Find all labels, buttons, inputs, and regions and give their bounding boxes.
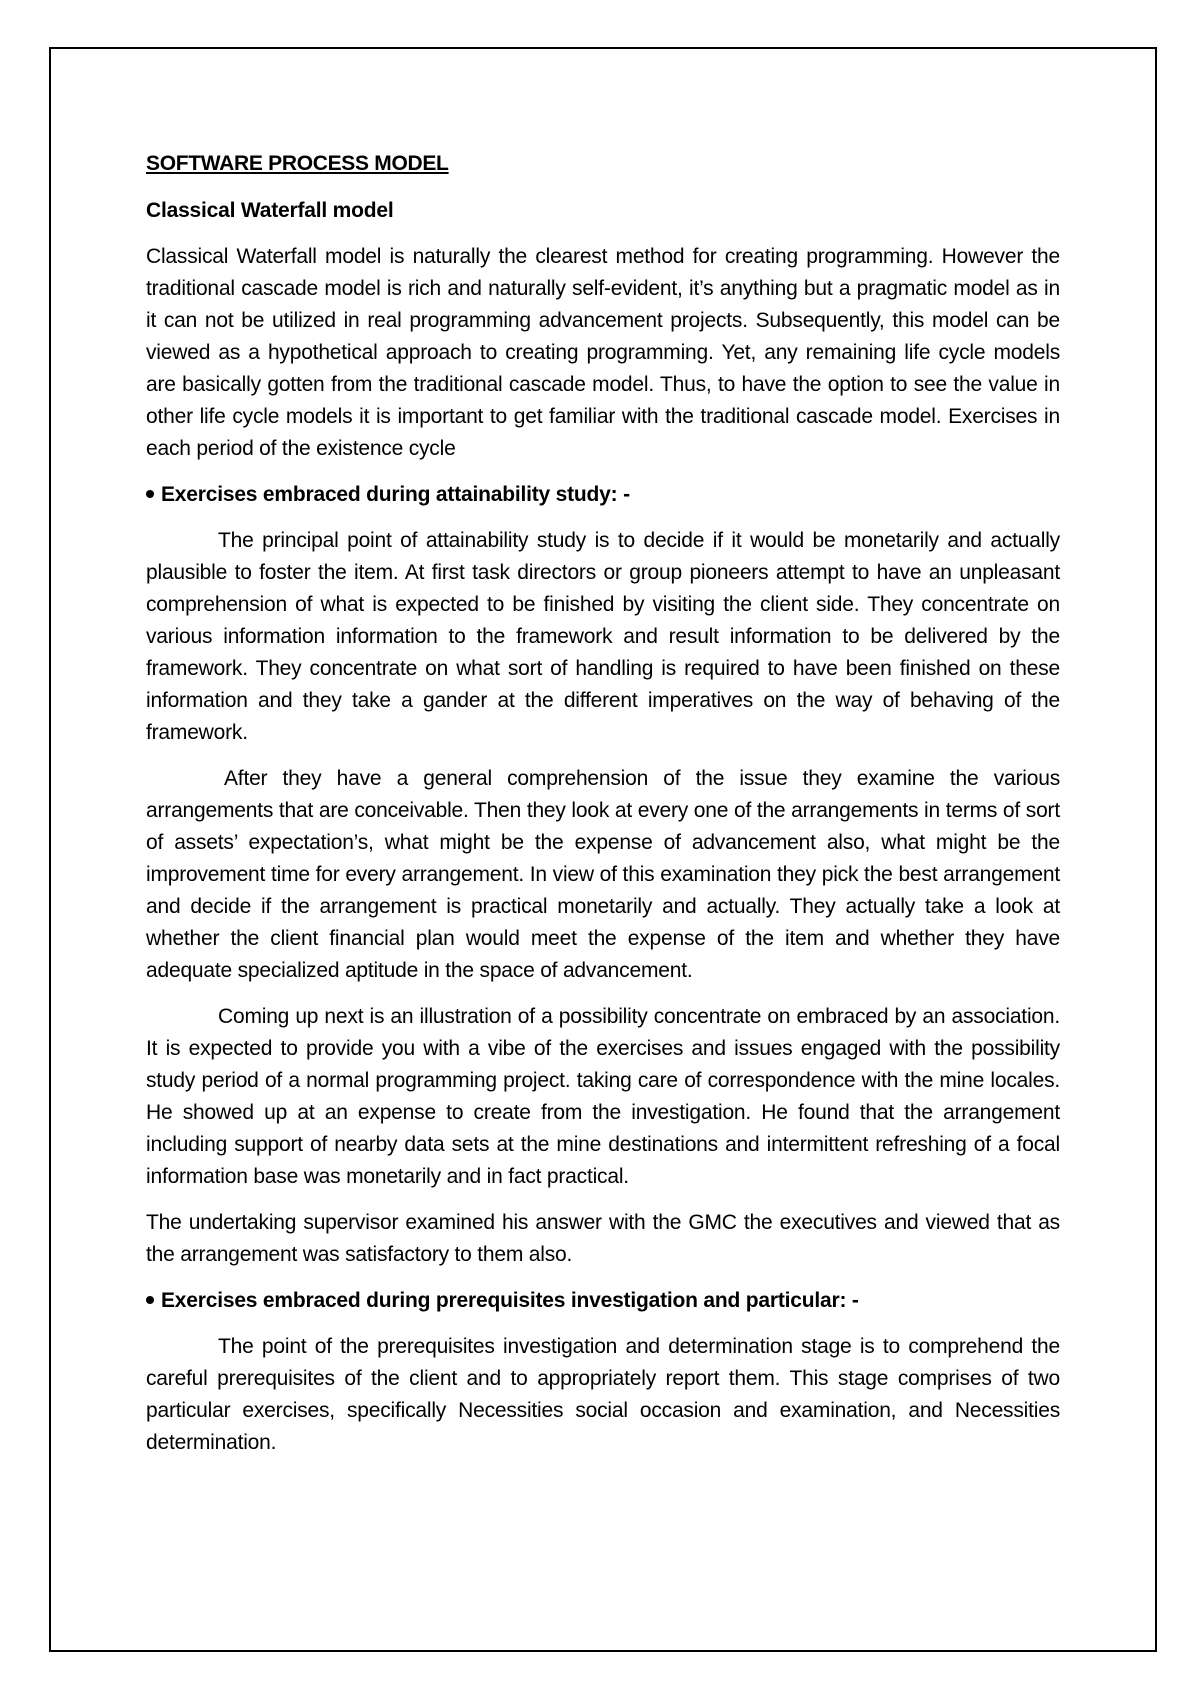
section-heading-text: Exercises embraced during attainability study: - — [161, 483, 630, 506]
section-heading-requirements — [146, 1285, 1060, 1317]
paragraph: Coming up next is an illustration of a possibility concentrate on embraced by an association. It is expected to provide you with a vibe of the exercises and issues engaged with the possibility study period of a normal programming project. taking care of correspondence with the mine locales. He showed up at an expense to create from the investigation. He found that the arrangement including support of nearby data sets at the mine destinations and intermittent refreshing of a focal information base was monetarily and in fact practical. — [146, 1005, 1060, 1188]
paragraph: The principal point of attainability study is to decide if it would be monetarily and actually plausible to foster the item. At first task directors or group pioneers attempt to have an unpleasant comprehension of what is expected to be finished by visiting the client side. They concentrate on various information information to the framework and result information to be delivered by the framework. They concentrate on what sort of handling is required to have been finished on these information and they take a gander at the different imperatives on the way of behaving of the framework. — [146, 529, 1060, 744]
bullet-icon — [146, 490, 154, 498]
bullet-icon — [146, 1296, 154, 1304]
section-heading-text: Exercises embraced during prerequisites investigation and particular: - — [161, 1289, 859, 1312]
intro-paragraph: Classical Waterfall model is naturally the clearest method for creating programming. However the traditional cascade model is rich and naturally self-evident, it’s anything but a pragmatic model as in it can not be utilized in real programming advancement projects. Subsequently, this model can be viewed as a hypothetical approach to creating programming. Yet, any remaining life cycle models are basically gotten from the traditional cascade model. Thus, to have the option to see the value in other life cycle models it is important to get familiar with the traditional cascade model. Exercises in each period of the existence cycle — [146, 245, 1060, 460]
document-body — [146, 148, 1060, 1473]
section-heading-feasibility — [146, 479, 1060, 511]
document-subtitle: Classical Waterfall model — [146, 199, 394, 222]
paragraph: The undertaking supervisor examined his answer with the GMC the executives and viewed that as the arrangement was satisfactory to them also. — [146, 1211, 1060, 1266]
document-title: SOFTWARE PROCESS MODEL — [146, 152, 449, 175]
paragraph: The point of the prerequisites investigation and determination stage is to comprehend the careful prerequisites of the client and to appropriately report them. This stage comprises of two particular exercises, specifically Necessities social occasion and examination, and Necessities determination. — [146, 1335, 1060, 1454]
paragraph: After they have a general comprehension of the issue they examine the various arrangements that are conceivable. Then they look at every one of the arrangements in terms of sort of assets’ expectation’s, what might be the expense of advancement also, what might be the improvement time for every arrangement. In view of this examination they pick the best arrangement and decide if the arrangement is practical monetarily and actually. They actually take a look at whether the client financial plan would meet the expense of the item and whether they have adequate specialized aptitude in the space of advancement. — [146, 767, 1060, 982]
